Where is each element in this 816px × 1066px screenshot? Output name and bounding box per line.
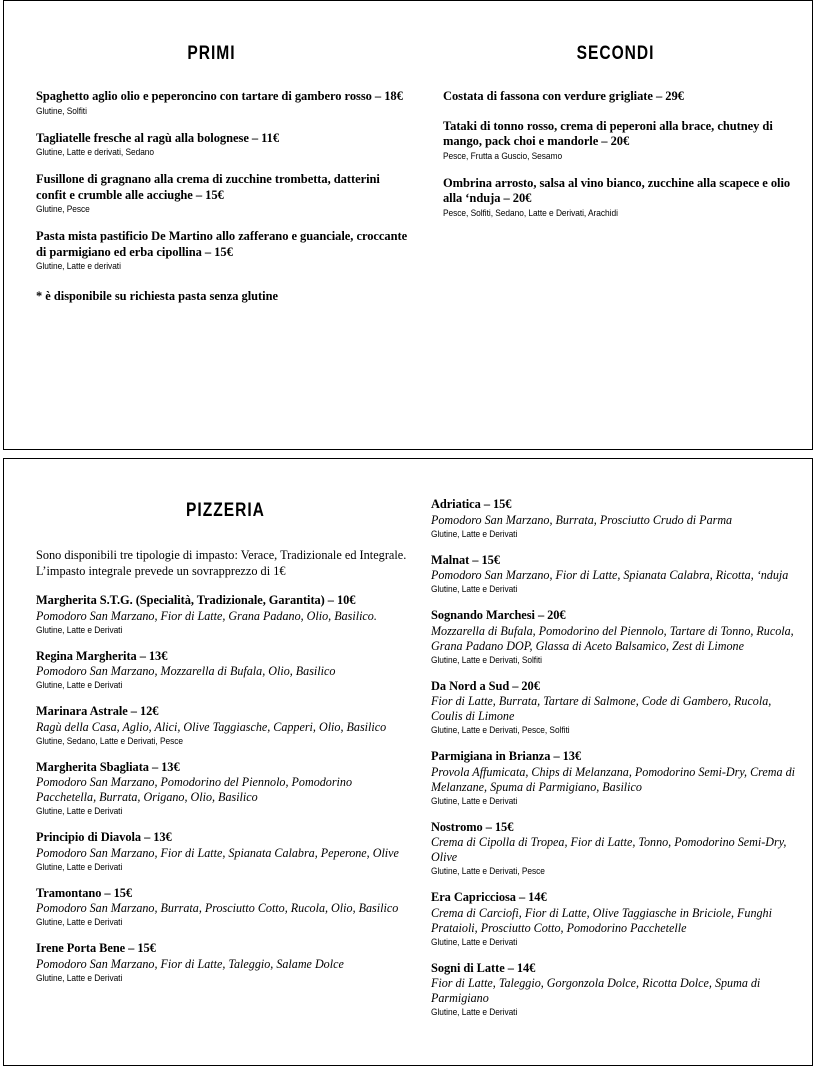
- page1-columns: [4, 89, 812, 304]
- pizza-ingredients: Ragù della Casa, Aglio, Alici, Olive Taggiasche, Capperi, Olio, Basilico: [36, 719, 387, 734]
- pizza-item: [36, 704, 415, 747]
- pizza-name: Sogni di Latte – 14€: [430, 960, 536, 975]
- menu-item: [443, 176, 802, 219]
- pizza-item: [431, 608, 800, 666]
- pizza-ingredients: Mozzarella di Bufala, Pomodorino del Piennolo, Tartare di Tonno, Rucola, Grana Padano DOP, Glassa di Aceto Balsamico, Zest di Limone: [430, 623, 794, 653]
- pizza-item: [431, 553, 800, 596]
- pizza-item: [36, 941, 415, 984]
- pizza-name: Da Nord a Sud – 20€: [430, 678, 540, 693]
- pizza-name: Regina Margherita – 13€: [36, 648, 168, 663]
- pizza-name: Marinara Astrale – 12€: [36, 704, 159, 718]
- pizza-item: [431, 890, 800, 948]
- secondi-heading-wrap: [419, 43, 812, 65]
- menu-item: [36, 229, 409, 272]
- pizza-name: Sognando Marchesi – 20€: [430, 608, 566, 622]
- menu-item: [443, 89, 802, 105]
- pizza-ingredients: Pomodoro San Marzano, Fior di Latte, Taleggio, Salame Dolce: [36, 956, 344, 971]
- pizza-name: Adriatica – 15€: [430, 497, 512, 511]
- pizza-ingredients: Fior di Latte, Burrata, Tartare di Salmone, Code di Gambero, Rucola, Coulis di Limone: [430, 694, 772, 723]
- pizza-ingredients: Fior di Latte, Taleggio, Gorgonzola Dolce, Ricotta Dolce, Spuma di Parmigiano: [430, 976, 761, 1005]
- dish-name: Costata di fassona con verdure grigliate – 29€: [442, 89, 684, 103]
- pizza-allergens: Glutine, Latte e Derivati: [430, 795, 518, 806]
- pizza-ingredients: Crema di Carciofi, Fior di Latte, Olive Taggiasche in Briciole, Funghi Prataioli, Prosciutto Cotto, Pomodorino Pacchetelle: [430, 905, 772, 935]
- pizza-ingredients: Pomodoro San Marzano, Fior di Latte, Spianata Calabra, Peperone, Olive: [36, 845, 399, 860]
- pizza-allergens: Glutine, Latte e Derivati: [430, 528, 518, 539]
- dish-name: Tagliatelle fresche al ragù alla bolognese – 11€: [36, 130, 280, 145]
- pizza-allergens: Glutine, Latte e Derivati: [36, 861, 123, 872]
- pizza-item: [431, 961, 800, 1019]
- pizza-ingredients: Pomodoro San Marzano, Pomodorino del Piennolo, Pomodorino Pacchetella, Burrata, Origano, Olio, Basilico: [36, 775, 352, 804]
- pizza-name: Margherita Sbagliata – 13€: [36, 759, 180, 774]
- primi-heading-wrap: [4, 43, 419, 65]
- dish-allergens: Pesce, Solfiti, Sedano, Latte e Derivati, Arachidi: [442, 207, 618, 218]
- gluten-free-note: * è disponibile su richiesta pasta senza glutine: [36, 289, 278, 303]
- pizza-name: Malnat – 15€: [430, 552, 500, 567]
- section-title-primi: PRIMI: [187, 43, 236, 64]
- pizza-allergens: Glutine, Latte e Derivati: [36, 680, 123, 690]
- menu-item: [36, 89, 409, 117]
- pizza-item: [431, 749, 800, 807]
- page1-top-spacer: [4, 1, 812, 43]
- dish-allergens: Glutine, Latte e derivati, Sedano: [36, 147, 155, 157]
- pizza-allergens: Glutine, Latte e Derivati, Solfiti: [430, 654, 542, 665]
- pizza-name: Principio di Diavola – 13€: [36, 830, 172, 844]
- pizzeria-left-column: [4, 459, 423, 997]
- pizza-name: Parmigiana in Brianza – 13€: [430, 749, 582, 763]
- page2-bottom-spacer: [4, 1031, 812, 1065]
- menu-item: [443, 119, 802, 162]
- menu-page-pizzeria: [3, 458, 813, 1066]
- menu-item: [36, 172, 409, 215]
- pizza-allergens: Glutine, Sedano, Latte e Derivati, Pesce: [36, 735, 183, 746]
- pizza-allergens: Glutine, Latte e Derivati, Pesce, Solfiti: [430, 725, 570, 735]
- pizza-ingredients: Pomodoro San Marzano, Fior di Latte, Spianata Calabra, Ricotta, ‘nduja: [430, 568, 789, 582]
- page2-top-spacer: [36, 459, 415, 500]
- pizza-item: [36, 649, 415, 692]
- impasto-intro-text: Sono disponibili tre tipologie di impasto: Verace, Tradizionale ed Integrale. L’impasto integrale prevede un sovrapprezzo di 1€: [36, 548, 407, 578]
- pizza-name: Nostromo – 15€: [430, 819, 514, 834]
- menu-item: [36, 131, 409, 159]
- page1-heading-spacer: [4, 65, 812, 89]
- section-title-secondi: SECONDI: [576, 43, 655, 64]
- pizza-allergens: Glutine, Latte e Derivati: [430, 584, 518, 594]
- pizza-ingredients: Provola Affumicata, Chips di Melanzana, Pomodorino Semi-Dry, Crema di Melanzane, Spuma di Parmigiano, Basilico: [430, 764, 796, 794]
- pizza-allergens: Glutine, Latte e Derivati: [36, 917, 123, 927]
- pizza-item: [36, 830, 415, 873]
- page1-section-headings: [4, 43, 812, 65]
- menu-page-primi-secondi: [3, 0, 813, 450]
- pizza-ingredients: Crema di Cipolla di Tropea, Fior di Latte, Tonno, Pomodorino Semi-Dry, Olive: [430, 835, 787, 864]
- pizza-item: [36, 593, 415, 636]
- page-separator-gap: [0, 450, 816, 458]
- pizza-ingredients: Pomodoro San Marzano, Burrata, Prosciutto Crudo di Parma: [430, 512, 733, 527]
- dish-name: Tataki di tonno rosso, crema di peperoni alla brace, chutney di mango, pack choi e mandorle – 20€: [442, 118, 773, 148]
- dish-allergens: Glutine, Solfiti: [36, 105, 87, 116]
- dish-allergens: Glutine, Pesce: [36, 204, 90, 214]
- pizza-allergens: Glutine, Latte e Derivati: [36, 972, 123, 983]
- dish-name: Spaghetto aglio olio e peperoncino con tartare di gambero rosso – 18€: [36, 89, 403, 103]
- pizza-allergens: Glutine, Latte e Derivati: [430, 936, 518, 947]
- pizza-item: [36, 760, 415, 818]
- dish-name: Ombrina arrosto, salsa al vino bianco, zucchine alla scapece e olio alla ‘nduja – 20€: [442, 175, 791, 205]
- pizza-item: [431, 820, 800, 878]
- pizza-ingredients: Pomodoro San Marzano, Burrata, Prosciutto Cotto, Rucola, Olio, Basilico: [36, 901, 399, 915]
- pizza-name: Margherita S.T.G. (Specialità, Tradizionale, Garantita) – 10€: [36, 593, 356, 607]
- pizzeria-right-column: [423, 459, 812, 1031]
- pizza-ingredients: Pomodoro San Marzano, Mozzarella di Bufala, Olio, Basilico: [36, 664, 336, 678]
- pizza-allergens: Glutine, Latte e Derivati: [430, 1007, 518, 1017]
- page2-columns: [4, 459, 812, 1031]
- pizza-name: Era Capricciosa – 14€: [430, 890, 547, 904]
- primi-column: [4, 89, 419, 304]
- pizza-name: Irene Porta Bene – 15€: [36, 941, 156, 955]
- dish-allergens: Pesce, Frutta a Guscio, Sesamo: [442, 150, 563, 161]
- page2-right-top-spacer: [431, 459, 800, 497]
- secondi-column: [419, 89, 812, 233]
- pizza-name: Tramontano – 15€: [36, 885, 133, 900]
- dish-name: Fusillone di gragnano alla crema di zucchine trombetta, datterini confit e crumble alle acciughe – 15€: [36, 172, 380, 202]
- pizza-item: [431, 679, 800, 737]
- pizza-allergens: Glutine, Latte e Derivati: [36, 624, 123, 635]
- pizza-item: [431, 497, 800, 540]
- pizza-allergens: Glutine, Latte e Derivati: [36, 806, 123, 816]
- dish-name: Pasta mista pastificio De Martino allo zafferano e guanciale, croccante di parmigiano ed erba cipollina – 15€: [36, 229, 408, 259]
- pizza-allergens: Glutine, Latte e Derivati, Pesce: [430, 866, 545, 876]
- pizzeria-heading-spacer: [36, 522, 415, 548]
- section-title-pizzeria: PIZZERIA: [186, 500, 265, 521]
- pizza-ingredients: Pomodoro San Marzano, Fior di Latte, Grana Padano, Olio, Basilico.: [36, 608, 377, 623]
- pizza-item: [36, 886, 415, 929]
- dish-allergens: Glutine, Latte e derivati: [36, 261, 121, 271]
